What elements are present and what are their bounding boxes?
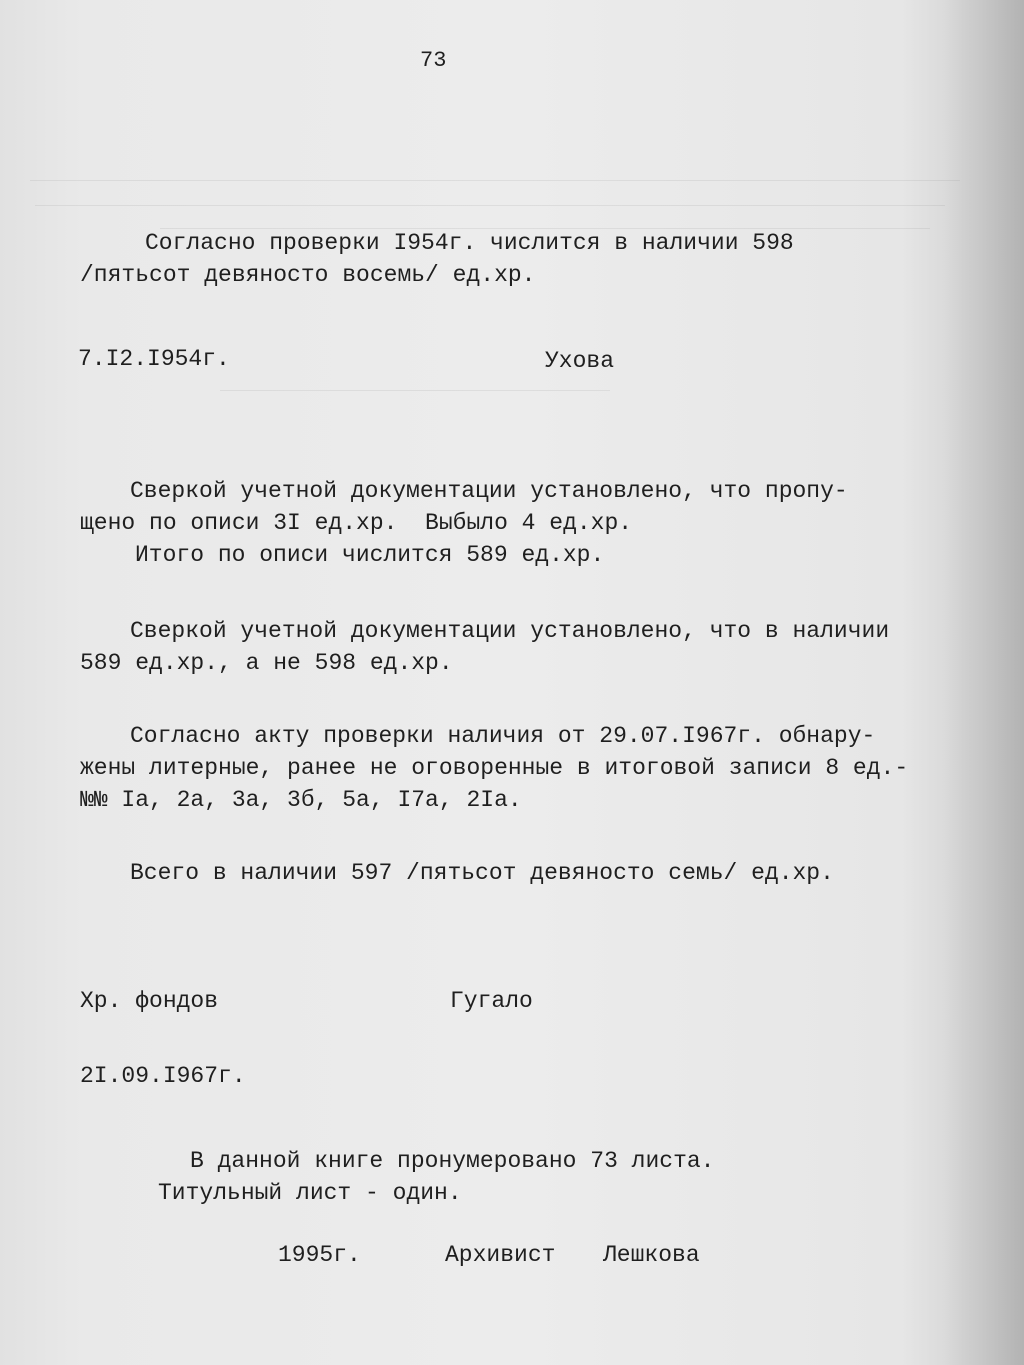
archivist-name: Лешкова [603, 1242, 700, 1268]
footer-signature: Гугало [450, 988, 533, 1014]
footer-role: Хр. фондов [80, 988, 219, 1014]
final-line-2: Титульный лист - один. [158, 1180, 462, 1206]
signature-1: Ухова [545, 348, 615, 374]
paragraph-3-line-2: 589 ед.хр., а не 598 ед.хр. [80, 650, 453, 676]
paragraph-2-line-2: щено по описи 3I ед.хр. Выбыло 4 ед.хр. [80, 510, 633, 536]
paragraph-5: Всего в наличии 597 /пятьсот девяносто семь/ ед.хр. [130, 860, 834, 886]
final-line-1: В данной книге пронумеровано 73 листа. [190, 1148, 715, 1174]
year-1995: 1995г. [278, 1242, 361, 1268]
show-through-line-2 [35, 205, 945, 206]
paragraph-2-line-3: Итого по описи числится 589 ед.хр. [135, 542, 605, 568]
paragraph-2-line-1: Сверкой учетной документации установлено, что пропу- [130, 478, 848, 504]
paragraph-4-line-3: №№ Iа, 2а, 3а, 3б, 5а, I7а, 2Iа. [80, 787, 522, 813]
show-through-line-1 [30, 180, 960, 181]
date-1954: 7.I2.I954г. [78, 346, 230, 372]
paragraph-4-line-1: Согласно акту проверки наличия от 29.07.I967г. обнару- [130, 723, 876, 749]
page-edge-shadow [944, 0, 1024, 1365]
archivist-label: Архивист [445, 1242, 556, 1268]
paragraph-3-line-1: Сверкой учетной документации установлено, что в наличии [130, 618, 890, 644]
paragraph-4-line-2: жены литерные, ранее не оговоренные в итоговой записи 8 ед.- [80, 755, 909, 781]
paragraph-1-line-1: Согласно проверки I954г. числится в наличии 598 [145, 230, 794, 256]
show-through-line-4 [220, 390, 610, 391]
paragraph-1-line-2: /пятьсот девяносто восемь/ ед.хр. [80, 262, 536, 288]
date-1967: 2I.09.I967г. [80, 1063, 246, 1089]
page-number: 73 [420, 48, 447, 73]
